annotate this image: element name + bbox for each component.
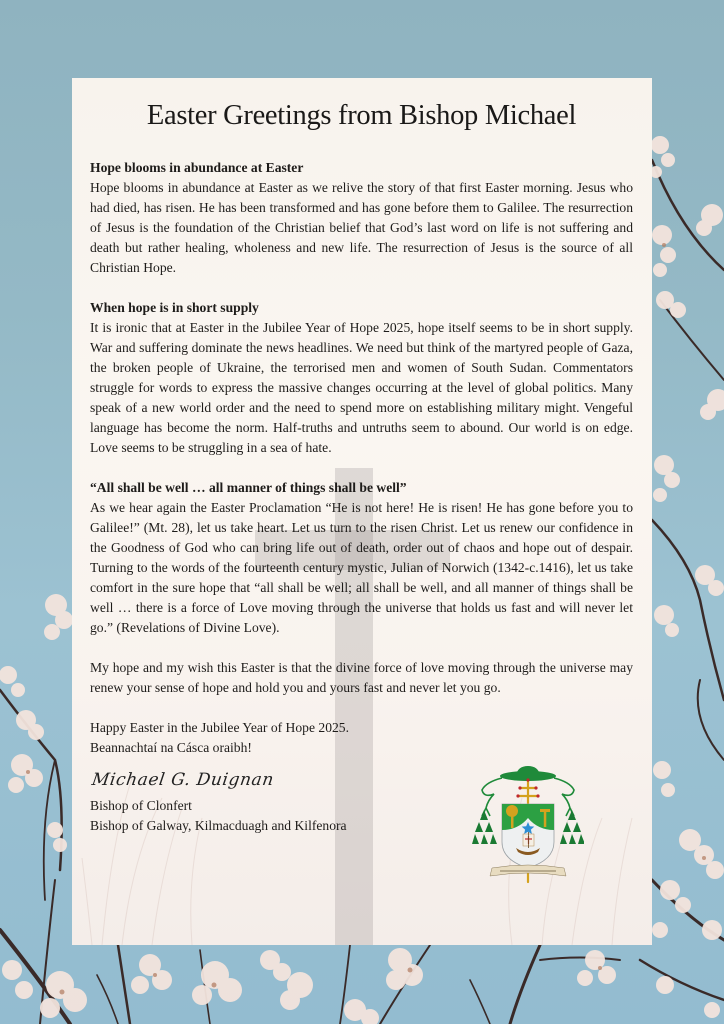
section-body: It is ironic that at Easter in the Jubilee Year of Hope 2025, hope itself seems to be in short supply. War and suffering dominate the news headlines. We need but think of the martyred people of Gaza, the broken people of Ukraine, the terrorised men and women of South Sudan. Commentators struggle for words to express the massive changes occurring at the level of global politics. Many speak of a new world order and the need to spend more on establishing military might. Vengeful language has become the norm. Half-truths and untruths seem to abound. Our world is on edge. Love seems to be struggling in a sea of hate. xyxy=(90,320,633,455)
section-body: Hope blooms in abundance at Easter as we relive the story of that first Easter morning. Jesus who had died, has risen. He has been transformed and has gone before them to Galilee. The resurrection of Jesus is the foundation of the Christian belief that God’s last word on life is not suffering and death but rather healing, wholeness and new life. The resurrection of Jesus is the source of all Christian Hope. xyxy=(90,180,633,275)
section-heading: When hope is in short supply xyxy=(90,300,259,315)
section-wish xyxy=(90,658,633,698)
letter-content xyxy=(90,100,633,836)
closing-line-easter: Happy Easter in the Jubilee Year of Hope 2025. xyxy=(90,720,349,735)
section-body: As we hear again the Easter Proclamation “He is not here! He is risen! He has gone before you to Galilee!” (Mt. 28), let us take heart. Let us turn to the risen Christ. Let us renew our confidence in the Goodness of God who can bring life out of death, order out of chaos and hope out of despair. Turning to the words of the fourteenth century mystic, Julian of Norwich (1342-c.1416), let us take comfort in the sure hope that “all shall be well; all shall be well, and all manner of things shall be well … there is a force of Love moving through the universe that holds us fast and will never let go.” (Revelations of Divine Love). xyxy=(90,500,633,635)
letter-panel xyxy=(72,78,652,945)
section-short-supply xyxy=(90,298,633,458)
section-all-shall-be-well xyxy=(90,478,633,638)
page-title: Easter Greetings from Bishop Michael xyxy=(146,100,577,131)
section-heading: “All shall be well … all manner of things shall be well” xyxy=(90,480,407,495)
wish-paragraph: My hope and my wish this Easter is that the divine force of love moving through the universe may renew your sense of hope and hold you and yours fast and never let you go. xyxy=(90,660,633,695)
coat-of-arms-icon xyxy=(472,764,584,884)
section-hope-blooms xyxy=(90,158,633,278)
signature: Michael G. Duignan xyxy=(90,770,276,790)
signatory-title-galway: Bishop of Galway, Kilmacduagh and Kilfenora xyxy=(90,818,347,833)
section-heading: Hope blooms in abundance at Easter xyxy=(90,160,304,175)
signatory-title-clonfert: Bishop of Clonfert xyxy=(90,798,192,813)
closing-line-irish: Beannachtaí na Cásca oraibh! xyxy=(90,740,252,755)
